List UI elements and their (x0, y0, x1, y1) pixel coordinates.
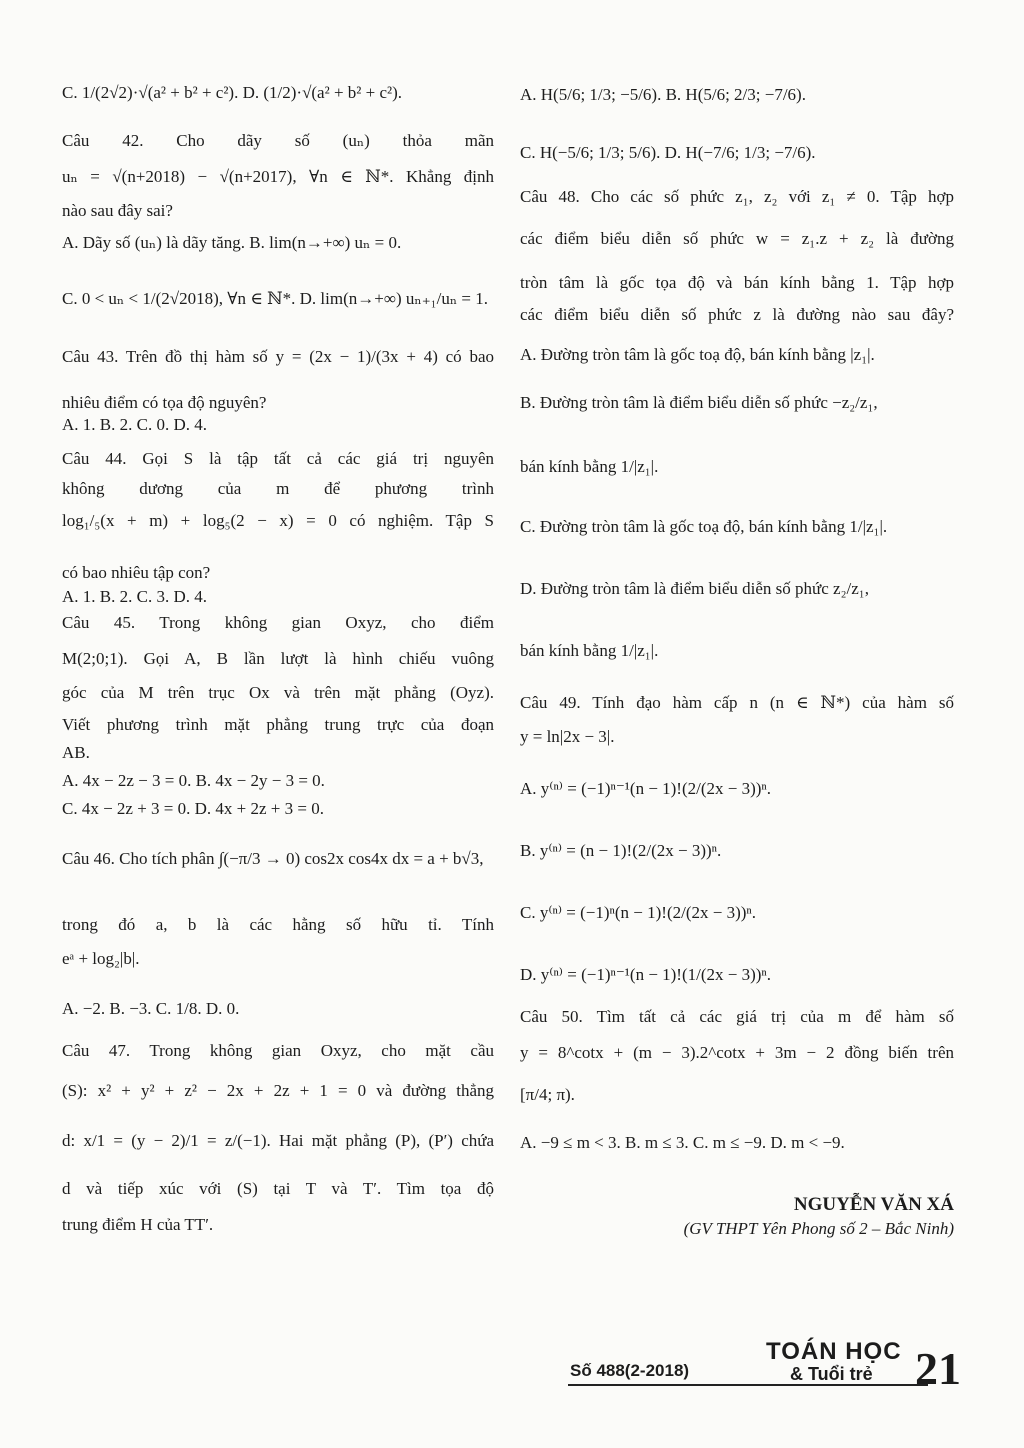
left-text-line: M(2;0;1). Gọi A, B lần lượt là hình chiếu vuông (62, 649, 494, 668)
left-text-line: log₁/₅(x + m) + log₅(2 − x) = 0 có nghiệm. Tập S (62, 511, 494, 530)
right-text-line: C. Đường tròn tâm là gốc toạ độ, bán kính bằng 1/|z₁|. (520, 517, 888, 536)
left-text-line: C. 4x − 2z + 3 = 0. D. 4x + 2z + 3 = 0. (62, 799, 324, 818)
right-text-line: bán kính bằng 1/|z₁|. (520, 641, 659, 660)
left-text-line: A. Dãy số (uₙ) là dãy tăng. B. lim(n→+∞) uₙ = 0. (62, 233, 402, 252)
left-text-line: góc của M trên trục Ox và trên mặt phẳng (Oyz). (62, 683, 494, 702)
left-text-line: Câu 42. Cho dãy số (uₙ) thỏa mãn (62, 131, 494, 150)
right-text-line: y = 8^cotx + (m − 3).2^cotx + 3m − 2 đồng biến trên (520, 1043, 954, 1062)
right-text-line: y = ln|2x − 3|. (520, 727, 615, 746)
left-text-line: eᵃ + log₂|b|. (62, 949, 140, 968)
right-text-line: các điểm biểu diễn số phức z là đường nào sau đây? (520, 305, 954, 324)
right-text-line: [π/4; π). (520, 1085, 575, 1104)
right-text-line: B. y⁽ⁿ⁾ = (n − 1)!(2/(2x − 3))ⁿ. (520, 841, 722, 860)
right-text-line: A. H(5/6; 1/3; −5/6). B. H(5/6; 2/3; −7/6). (520, 85, 806, 104)
right-text-line: Câu 48. Cho các số phức z₁, z₂ với z₁ ≠ 0. Tập hợp (520, 187, 954, 206)
right-text-line: C. y⁽ⁿ⁾ = (−1)ⁿ(n − 1)!(2/(2x − 3))ⁿ. (520, 903, 757, 922)
magazine-logo-top: TOÁN HỌC (766, 1338, 902, 1365)
left-text-line: trung điểm H của TT′. (62, 1215, 214, 1234)
left-text-line: Câu 45. Trong không gian Oxyz, cho điểm (62, 613, 494, 632)
left-text-line: nào sau đây sai? (62, 201, 173, 220)
right-text-line: A. Đường tròn tâm là gốc toạ độ, bán kính bằng |z₁|. (520, 345, 875, 364)
left-text-line: d: x/1 = (y − 2)/1 = z/(−1). Hai mặt phẳng (P), (P′) chứa (62, 1131, 494, 1150)
right-text-line: D. y⁽ⁿ⁾ = (−1)ⁿ⁻¹(n − 1)!(1/(2x − 3))ⁿ. (520, 965, 772, 984)
left-text-line: (S): x² + y² + z² − 2x + 2z + 1 = 0 và đường thẳng (62, 1081, 494, 1100)
left-text-line: A. 1. B. 2. C. 0. D. 4. (62, 415, 207, 434)
author-affiliation: (GV THPT Yên Phong số 2 – Bắc Ninh) (683, 1219, 954, 1238)
right-text-line: B. Đường tròn tâm là điểm biểu diễn số phức −z₂/z₁, (520, 393, 878, 412)
left-text-line: trong đó a, b là các hằng số hữu tỉ. Tính (62, 915, 494, 934)
right-text-line: A. −9 ≤ m < 3. B. m ≤ 3. C. m ≤ −9. D. m < −9. (520, 1133, 845, 1152)
left-text-line: uₙ = √(n+2018) − √(n+2017), ∀n ∈ ℕ*. Khẳng định (62, 167, 494, 186)
right-text-line: Câu 49. Tính đạo hàm cấp n (n ∈ ℕ*) của hàm số (520, 693, 954, 712)
right-text-line: tròn tâm là gốc tọa độ và bán kính bằng 1. Tập hợp (520, 273, 954, 292)
left-text-line: AB. (62, 743, 90, 762)
right-text-line: Câu 50. Tìm tất cả các giá trị của m để hàm số (520, 1007, 954, 1026)
left-text-line: Câu 46. Cho tích phân ∫(−π/3 → 0) cos2x cos4x dx = a + b√3, (62, 849, 484, 868)
page-number: 21 (915, 1343, 961, 1394)
right-text-line: D. Đường tròn tâm là điểm biểu diễn số phức z₂/z₁, (520, 579, 869, 598)
left-text-line: C. 1/(2√2)·√(a² + b² + c²). D. (1/2)·√(a² + b² + c²). (62, 83, 403, 102)
left-text-line: nhiêu điểm có tọa độ nguyên? (62, 393, 267, 412)
right-text-line: các điểm biểu diễn số phức w = z₁.z + z₂ là đường (520, 229, 954, 248)
left-text-line: Câu 44. Gọi S là tập tất cả các giá trị nguyên (62, 449, 494, 468)
left-text-line: Câu 43. Trên đồ thị hàm số y = (2x − 1)/(3x + 4) có bao (62, 347, 494, 366)
left-text-line: A. 4x − 2z − 3 = 0. B. 4x − 2y − 3 = 0. (62, 771, 325, 790)
right-text-line: bán kính bằng 1/|z₁|. (520, 457, 659, 476)
left-text-line: có bao nhiêu tập con? (62, 563, 211, 582)
left-text-line: Câu 47. Trong không gian Oxyz, cho mặt cầu (62, 1041, 494, 1060)
right-text-line: A. y⁽ⁿ⁾ = (−1)ⁿ⁻¹(n − 1)!(2/(2x − 3))ⁿ. (520, 779, 772, 798)
left-text-line: d và tiếp xúc với (S) tại T và T′. Tìm tọa độ (62, 1179, 494, 1198)
magazine-logo-bottom: & Tuổi trẻ (790, 1364, 873, 1384)
footer-rule (568, 1384, 928, 1386)
author-name: NGUYỄN VĂN XÁ (793, 1194, 954, 1215)
right-text-line: C. H(−5/6; 1/3; 5/6). D. H(−7/6; 1/3; −7/6). (520, 143, 816, 162)
issue-number: Số 488(2-2018) (570, 1361, 690, 1380)
left-text-line: Viết phương trình mặt phẳng trung trực của đoạn (62, 715, 494, 734)
left-text-line: A. 1. B. 2. C. 3. D. 4. (62, 587, 207, 606)
left-text-line: C. 0 < uₙ < 1/(2√2018), ∀n ∈ ℕ*. D. lim(n→+∞) uₙ₊₁/uₙ = 1. (62, 289, 489, 308)
left-text-line: A. −2. B. −3. C. 1/8. D. 0. (62, 999, 240, 1018)
left-text-line: không dương của m để phương trình (62, 479, 494, 498)
